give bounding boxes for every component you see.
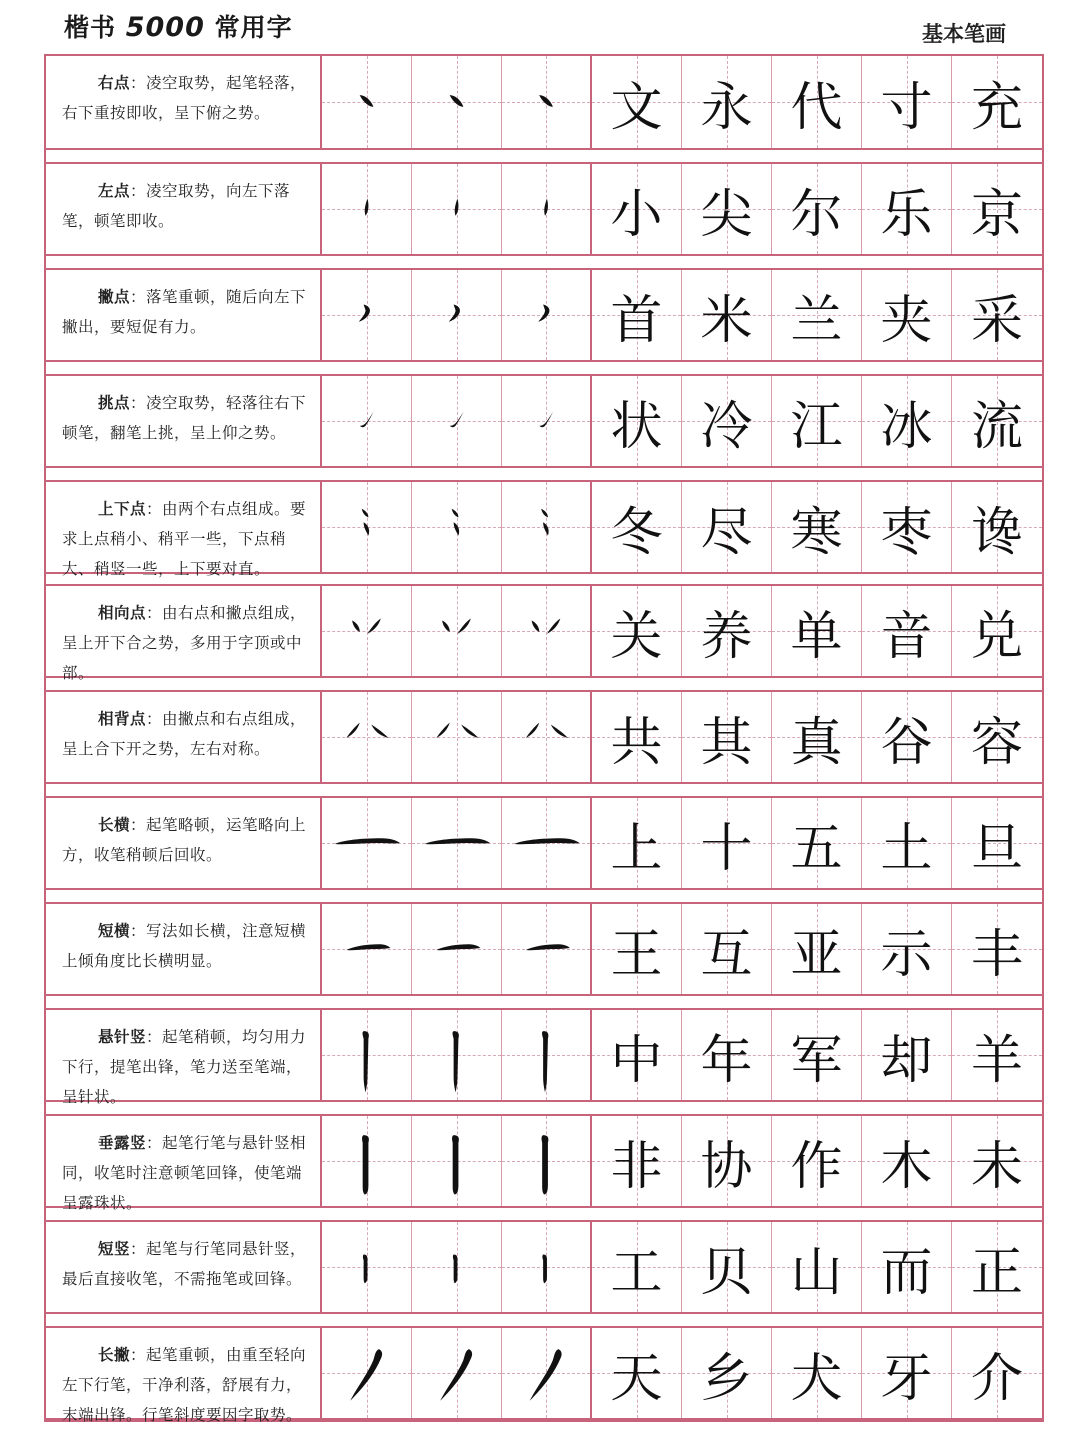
- stroke-sample-cell: [322, 1222, 412, 1312]
- example-character-cell: [592, 164, 682, 254]
- example-character: 乐: [880, 184, 933, 245]
- stroke-sample-cell: [502, 164, 592, 254]
- stroke-sample-cell: [502, 798, 592, 888]
- example-character: 旦: [970, 818, 1023, 879]
- stroke-sample-glyph: [412, 904, 501, 994]
- example-character: 王: [610, 924, 663, 985]
- stroke-name: 左点: [98, 182, 131, 200]
- stroke-description-text: 起笔行笔与悬针竖相同，收笔时注意顿笔回锋，使笔端呈露珠状。: [62, 1134, 307, 1212]
- stroke-name: 上下点: [98, 500, 147, 518]
- example-character: 流: [970, 396, 1023, 457]
- stroke-sample-cell: [322, 270, 412, 360]
- example-character: 状: [610, 396, 663, 457]
- stroke-sample-cell: [412, 798, 502, 888]
- example-character-cell: [952, 482, 1042, 572]
- stroke-name: 短横: [98, 922, 131, 940]
- stroke-sample-glyph: [502, 164, 590, 254]
- example-character-cell: [592, 56, 682, 148]
- stroke-description: 挑点：凌空取势，轻落往右下顿笔，翻笔上挑，呈上仰之势。: [46, 376, 322, 466]
- stroke-description-text: 由撇点和右点组成，呈上合下开之势，左右对称。: [62, 710, 307, 758]
- stroke-sample-cell: [322, 692, 412, 782]
- stroke-description: 短横：写法如长横，注意短横上倾角度比长横明显。: [46, 904, 322, 994]
- stroke-sample-glyph: [322, 1010, 411, 1100]
- example-character: 充: [970, 77, 1023, 138]
- example-character: 真: [790, 712, 843, 773]
- example-character: 介: [970, 1348, 1023, 1409]
- example-character-cell: [772, 270, 862, 360]
- stroke-sample-glyph: [412, 586, 501, 676]
- stroke-description: 长横：起笔略顿，运笔略向上方，收笔稍顿后回收。: [46, 798, 322, 888]
- stroke-sample-cell: [322, 164, 412, 254]
- stroke-sample-cell: [412, 586, 502, 676]
- book-title: [64, 8, 293, 44]
- stroke-sample-cell: [322, 904, 412, 994]
- example-character: 贝: [700, 1242, 753, 1303]
- example-character: 亚: [790, 924, 843, 985]
- stroke-sample-cell: [412, 482, 502, 572]
- stroke-description: 相向点：由右点和撇点组成，呈上开下合之势，多用于字顶或中部。: [46, 586, 322, 676]
- stroke-sample-glyph: [412, 270, 501, 360]
- example-character-cell: [682, 692, 772, 782]
- example-character-cell: [772, 1116, 862, 1206]
- stroke-sample-glyph: [502, 1116, 590, 1206]
- stroke-description-text: 凌空取势，轻落往右下顿笔，翻笔上挑，呈上仰之势。: [62, 394, 307, 442]
- stroke-sample-cell: [502, 482, 592, 572]
- example-character-cell: [682, 904, 772, 994]
- page-header: [0, 0, 1080, 52]
- example-character: 示: [880, 924, 933, 985]
- example-character-cell: [862, 270, 952, 360]
- stroke-row: [46, 1114, 1042, 1212]
- example-character: 代: [790, 77, 843, 138]
- stroke-name: 悬针竖: [98, 1028, 147, 1046]
- stroke-row: [46, 162, 1042, 256]
- example-character-cell: [772, 798, 862, 888]
- stroke-row: [46, 268, 1042, 362]
- example-character: 共: [610, 712, 663, 773]
- example-character: 永: [700, 77, 753, 138]
- example-character-cell: [592, 692, 682, 782]
- example-character-cell: [592, 1222, 682, 1312]
- stroke-sample-cell: [412, 1328, 502, 1418]
- stroke-description: 垂露竖：起笔行笔与悬针竖相同，收笔时注意顿笔回锋，使笔端呈露珠状。: [46, 1116, 322, 1206]
- example-character-cell: [682, 798, 772, 888]
- stroke-row: [46, 374, 1042, 468]
- example-character-cell: [682, 56, 772, 148]
- example-character-cell: [952, 1222, 1042, 1312]
- example-character: 容: [970, 712, 1023, 773]
- example-character: 却: [880, 1030, 933, 1091]
- stroke-sample-glyph: [322, 798, 411, 888]
- example-character: 十: [700, 818, 753, 879]
- example-character-cell: [682, 482, 772, 572]
- stroke-sample-glyph: [412, 1116, 501, 1206]
- example-character-cell: [862, 1328, 952, 1418]
- example-character: 首: [610, 290, 663, 351]
- example-character-cell: [862, 798, 952, 888]
- example-character-cell: [682, 586, 772, 676]
- stroke-description-text: 起笔与行笔同悬针竖，最后直接收笔，不需拖笔或回锋。: [62, 1240, 307, 1288]
- example-character: 关: [610, 606, 663, 667]
- example-character-cell: [592, 798, 682, 888]
- stroke-sample-glyph: [322, 376, 411, 466]
- stroke-name: 挑点: [98, 394, 131, 412]
- example-character: 兑: [970, 606, 1023, 667]
- stroke-row: [46, 796, 1042, 890]
- stroke-description: 左点：凌空取势，向左下落笔，顿笔即收。: [46, 164, 322, 254]
- stroke-sample-glyph: [502, 56, 590, 148]
- example-character-cell: [592, 1328, 682, 1418]
- stroke-sample-glyph: [322, 586, 411, 676]
- example-character: 冬: [610, 502, 663, 563]
- example-character: 丰: [970, 924, 1023, 985]
- example-character: 军: [790, 1030, 843, 1091]
- stroke-description: 相背点：由撇点和右点组成，呈上合下开之势，左右对称。: [46, 692, 322, 782]
- stroke-sample-cell: [322, 798, 412, 888]
- example-character-cell: [592, 376, 682, 466]
- example-character: 寒: [790, 502, 843, 563]
- stroke-row: [46, 480, 1042, 578]
- example-character-cell: [952, 798, 1042, 888]
- stroke-sample-glyph: [502, 798, 590, 888]
- stroke-row: [46, 1326, 1042, 1424]
- example-character-cell: [772, 692, 862, 782]
- example-character: 木: [880, 1136, 933, 1197]
- stroke-sample-glyph: [412, 1328, 501, 1418]
- stroke-description: 悬针竖：起笔稍顿，均匀用力下行，提笔出锋，笔力送至笔端，呈针状。: [46, 1010, 322, 1100]
- stroke-row: [46, 56, 1042, 150]
- example-character-cell: [592, 904, 682, 994]
- stroke-sample-cell: [412, 1116, 502, 1206]
- example-character: 中: [610, 1030, 663, 1091]
- stroke-sample-glyph: [502, 586, 590, 676]
- stroke-sample-glyph: [322, 482, 411, 572]
- example-character-cell: [772, 164, 862, 254]
- stroke-description-text: 起笔稍顿，均匀用力下行，提笔出锋，笔力送至笔端，呈针状。: [62, 1028, 307, 1106]
- example-character-cell: [952, 376, 1042, 466]
- example-character-cell: [862, 1010, 952, 1100]
- example-character-cell: [952, 270, 1042, 360]
- example-character-cell: [952, 692, 1042, 782]
- book-title-suffix: 常用字: [214, 13, 293, 42]
- stroke-description-text: 由两个右点组成。要求上点稍小、稍平一些，下点稍大、稍竖一些，上下要对直。: [62, 500, 307, 578]
- stroke-name: 长横: [98, 816, 131, 834]
- example-character: 寸: [880, 77, 933, 138]
- example-character-cell: [862, 1116, 952, 1206]
- stroke-description-text: 凌空取势，起笔轻落，右下重按即收，呈下俯之势。: [62, 74, 307, 122]
- stroke-sample-cell: [322, 1328, 412, 1418]
- stroke-row: [46, 902, 1042, 996]
- example-character: 枣: [880, 502, 933, 563]
- example-character: 土: [880, 818, 933, 879]
- example-character-cell: [772, 56, 862, 148]
- example-character-cell: [952, 1116, 1042, 1206]
- example-character: 兰: [790, 290, 843, 351]
- stroke-sample-glyph: [412, 56, 501, 148]
- example-character-cell: [772, 482, 862, 572]
- stroke-description: 上下点：由两个右点组成。要求上点稍小、稍平一些，下点稍大、稍竖一些，上下要对直。: [46, 482, 322, 572]
- practice-sheet: [44, 54, 1044, 1422]
- stroke-sample-glyph: [502, 270, 590, 360]
- example-character: 协: [700, 1136, 753, 1197]
- example-character: 夹: [880, 290, 933, 351]
- stroke-name: 长撇: [98, 1346, 131, 1364]
- example-character: 京: [970, 184, 1023, 245]
- example-character-cell: [862, 164, 952, 254]
- stroke-sample-cell: [412, 56, 502, 148]
- example-character-cell: [952, 164, 1042, 254]
- stroke-sample-cell: [502, 1010, 592, 1100]
- section-title: 基本笔画: [922, 21, 1006, 46]
- example-character: 采: [970, 290, 1023, 351]
- stroke-description-text: 凌空取势，向左下落笔，顿笔即收。: [62, 182, 291, 230]
- example-character: 工: [610, 1242, 663, 1303]
- stroke-sample-cell: [502, 1328, 592, 1418]
- stroke-sample-glyph: [322, 1116, 411, 1206]
- example-character-cell: [682, 376, 772, 466]
- example-character: 文: [610, 77, 663, 138]
- stroke-sample-cell: [502, 1222, 592, 1312]
- example-character-cell: [862, 376, 952, 466]
- stroke-description-text: 写法如长横，注意短横上倾角度比长横明显。: [62, 922, 307, 970]
- example-character: 五: [790, 818, 843, 879]
- example-character: 年: [700, 1030, 753, 1091]
- example-character: 互: [700, 924, 753, 985]
- stroke-sample-cell: [412, 376, 502, 466]
- example-character: 羊: [970, 1030, 1023, 1091]
- stroke-sample-cell: [322, 586, 412, 676]
- stroke-sample-glyph: [322, 270, 411, 360]
- stroke-sample-glyph: [502, 1010, 590, 1100]
- stroke-sample-cell: [502, 586, 592, 676]
- example-character: 尖: [700, 184, 753, 245]
- example-character: 养: [700, 606, 753, 667]
- stroke-sample-glyph: [412, 692, 501, 782]
- stroke-sample-glyph: [322, 904, 411, 994]
- example-character: 正: [970, 1242, 1023, 1303]
- example-character: 未: [970, 1136, 1023, 1197]
- example-character: 乡: [700, 1348, 753, 1409]
- stroke-row: [46, 690, 1042, 784]
- stroke-sample-glyph: [502, 482, 590, 572]
- stroke-description-text: 起笔略顿，运笔略向上方，收笔稍顿后回收。: [62, 816, 307, 864]
- example-character: 冰: [880, 396, 933, 457]
- example-character-cell: [682, 1116, 772, 1206]
- example-character: 江: [790, 396, 843, 457]
- stroke-sample-glyph: [412, 1010, 501, 1100]
- example-character-cell: [862, 692, 952, 782]
- stroke-sample-cell: [322, 1010, 412, 1100]
- stroke-sample-glyph: [412, 164, 501, 254]
- stroke-sample-glyph: [412, 798, 501, 888]
- example-character-cell: [682, 1222, 772, 1312]
- example-character: 冷: [700, 396, 753, 457]
- stroke-name: 垂露竖: [98, 1134, 147, 1152]
- stroke-name: 右点: [98, 74, 131, 92]
- stroke-sample-cell: [502, 1116, 592, 1206]
- example-character-cell: [772, 1222, 862, 1312]
- example-character-cell: [952, 904, 1042, 994]
- stroke-name: 撇点: [98, 288, 131, 306]
- example-character: 谷: [880, 712, 933, 773]
- stroke-sample-cell: [412, 904, 502, 994]
- stroke-sample-cell: [412, 270, 502, 360]
- stroke-description: 右点：凌空取势，起笔轻落，右下重按即收，呈下俯之势。: [46, 56, 322, 148]
- example-character-cell: [862, 904, 952, 994]
- example-character: 犬: [790, 1348, 843, 1409]
- example-character-cell: [592, 270, 682, 360]
- stroke-sample-glyph: [322, 692, 411, 782]
- example-character-cell: [682, 270, 772, 360]
- example-character-cell: [682, 164, 772, 254]
- example-character: 米: [700, 290, 753, 351]
- stroke-description: 长撇：起笔重顿，由重至轻向左下行笔，干净利落，舒展有力，末端出锋。行笔斜度要因字取势。: [46, 1328, 322, 1418]
- example-character: 非: [610, 1136, 663, 1197]
- stroke-sample-glyph: [502, 1222, 590, 1312]
- stroke-sample-glyph: [502, 904, 590, 994]
- example-character-cell: [592, 586, 682, 676]
- stroke-sample-cell: [502, 270, 592, 360]
- example-character-cell: [952, 1328, 1042, 1418]
- example-character: 天: [610, 1348, 663, 1409]
- stroke-description-text: 由右点和撇点组成，呈上开下合之势，多用于字顶或中部。: [62, 604, 307, 682]
- stroke-name: 相向点: [98, 604, 147, 622]
- stroke-name: 相背点: [98, 710, 147, 728]
- example-character-cell: [772, 586, 862, 676]
- example-character: 山: [790, 1242, 843, 1303]
- stroke-sample-cell: [322, 56, 412, 148]
- example-character-cell: [772, 904, 862, 994]
- example-character: 而: [880, 1242, 933, 1303]
- stroke-description-text: 起笔重顿，由重至轻向左下行笔，干净利落，舒展有力，末端出锋。行笔斜度要因字取势。: [62, 1346, 307, 1424]
- stroke-sample-cell: [412, 1010, 502, 1100]
- example-character-cell: [592, 482, 682, 572]
- example-character: 尔: [790, 184, 843, 245]
- example-character-cell: [862, 586, 952, 676]
- book-title-prefix: 楷书: [64, 13, 117, 42]
- example-character: 其: [700, 712, 753, 773]
- stroke-description-text: 落笔重顿，随后向左下撇出，要短促有力。: [62, 288, 307, 336]
- example-character: 单: [790, 606, 843, 667]
- stroke-sample-cell: [412, 1222, 502, 1312]
- stroke-name: 短竖: [98, 1240, 131, 1258]
- stroke-sample-cell: [322, 376, 412, 466]
- stroke-sample-cell: [502, 904, 592, 994]
- example-character: 上: [610, 818, 663, 879]
- stroke-sample-glyph: [322, 56, 411, 148]
- stroke-sample-cell: [322, 482, 412, 572]
- example-character-cell: [862, 56, 952, 148]
- example-character: 小: [610, 184, 663, 245]
- example-character-cell: [592, 1116, 682, 1206]
- stroke-sample-glyph: [502, 376, 590, 466]
- stroke-sample-glyph: [412, 1222, 501, 1312]
- example-character-cell: [952, 586, 1042, 676]
- example-character-cell: [772, 1328, 862, 1418]
- example-character-cell: [772, 376, 862, 466]
- example-character-cell: [682, 1328, 772, 1418]
- example-character-cell: [862, 1222, 952, 1312]
- stroke-description: 短竖：起笔与行笔同悬针竖，最后直接收笔，不需拖笔或回锋。: [46, 1222, 322, 1312]
- stroke-sample-glyph: [322, 1222, 411, 1312]
- stroke-sample-cell: [322, 1116, 412, 1206]
- example-character-cell: [682, 1010, 772, 1100]
- stroke-sample-cell: [502, 376, 592, 466]
- stroke-sample-glyph: [412, 376, 501, 466]
- stroke-sample-cell: [412, 164, 502, 254]
- stroke-sample-cell: [502, 692, 592, 782]
- example-character-cell: [592, 1010, 682, 1100]
- stroke-sample-glyph: [502, 692, 590, 782]
- stroke-sample-glyph: [322, 164, 411, 254]
- stroke-row: [46, 584, 1042, 682]
- stroke-sample-glyph: [322, 1328, 411, 1418]
- example-character-cell: [952, 56, 1042, 148]
- example-character: 牙: [880, 1348, 933, 1409]
- example-character-cell: [952, 1010, 1042, 1100]
- stroke-sample-glyph: [502, 1328, 590, 1418]
- example-character-cell: [862, 482, 952, 572]
- stroke-sample-cell: [502, 56, 592, 148]
- example-character: 尽: [700, 502, 753, 563]
- example-character: 音: [880, 606, 933, 667]
- stroke-row: [46, 1220, 1042, 1314]
- stroke-row: [46, 1008, 1042, 1106]
- stroke-sample-cell: [412, 692, 502, 782]
- example-character: 作: [790, 1136, 843, 1197]
- example-character: 谗: [970, 502, 1023, 563]
- stroke-description: 撇点：落笔重顿，随后向左下撇出，要短促有力。: [46, 270, 322, 360]
- stroke-sample-glyph: [412, 482, 501, 572]
- book-title-number: 5000: [125, 12, 205, 43]
- example-character-cell: [772, 1010, 862, 1100]
